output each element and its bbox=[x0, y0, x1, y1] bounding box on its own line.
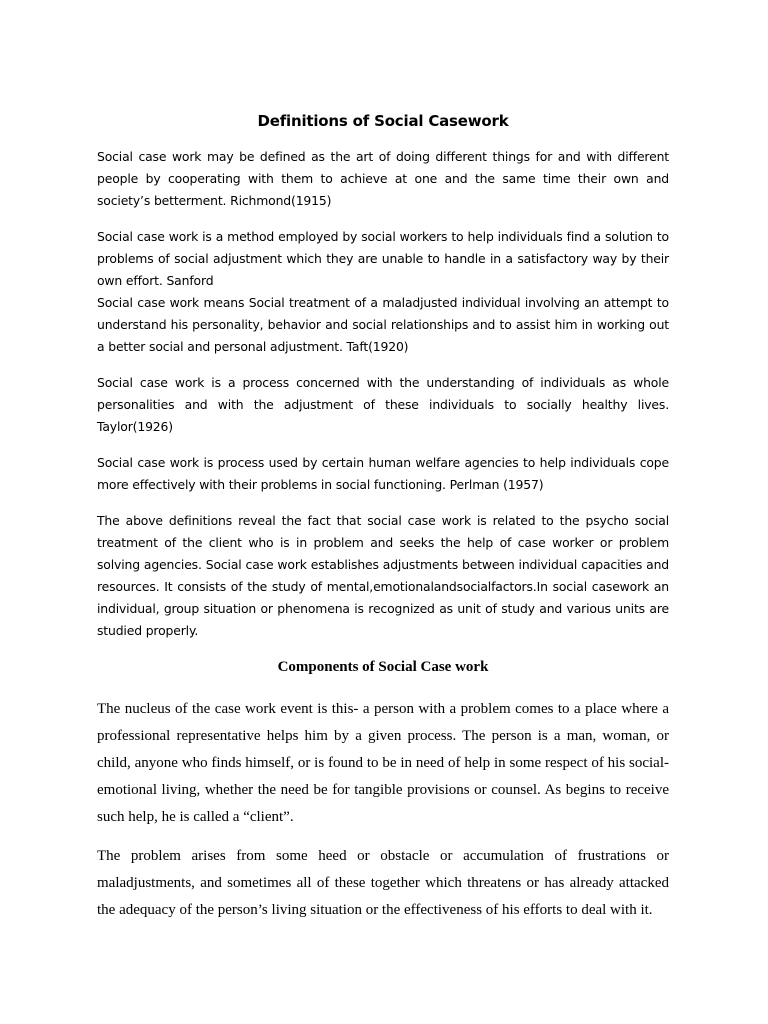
document-body bbox=[97, 110, 669, 936]
components-paragraph-nucleus: The nucleus of the case work event is this- a person with a problem comes to a place where a professional representative helps him by a given process. The person is a man, woman, or child, anyone who finds himself, or is found to be in need of help in some respect of his social-emotional living, whether the need be for tangible provisions or counsel. As begins to receive such help, he is called a “client”. bbox=[97, 701, 669, 825]
definition-sanford: Social case work is a method employed by social workers to help individuals find a solution to problems of social adjustment which they are unable to handle in a satisfactory way by their own effort. Sanford bbox=[97, 229, 669, 288]
components-heading: Components of Social Case work bbox=[277, 659, 489, 675]
definition-taylor: Social case work is a process concerned with the understanding of individuals as whole personalities and with the adjustment of these individuals to socially healthy lives. Taylor(1926) bbox=[97, 375, 669, 434]
definition-perlman: Social case work is process used by certain human welfare agencies to help individuals cope more effectively with their problems in social functioning. Perlman (1957) bbox=[97, 455, 669, 492]
definitions-summary: The above definitions reveal the fact that social case work is related to the psycho social treatment of the client who is in problem and seeks the help of case worker or problem solving agencies. Social case work establishes adjustments between individual capacities and resources. It consists of the study of mental,emotionalandsocialfactors.In social casework an individual, group situation or phenomena is recognized as unit of study and various units are studied properly. bbox=[97, 513, 669, 638]
definition-taft: Social case work means Social treatment of a maladjusted individual involving an attempt to understand his personality, behavior and social relationships and to assist him in working out a better social and personal adjustment. Taft(1920) bbox=[97, 295, 669, 354]
components-paragraph-problem: The problem arises from some heed or obstacle or accumulation of frustrations or maladjustments, and sometimes all of these together which threatens or has already attacked the adequacy of the person’s living situation or the effectiveness of his efforts to deal with it. bbox=[97, 848, 669, 918]
document-title: Definitions of Social Casework bbox=[257, 112, 509, 130]
definition-richmond: Social case work may be defined as the art of doing different things for and with different people by cooperating with them to achieve at one and the same time their own and society’s betterment. Richmond(1915) bbox=[97, 149, 669, 208]
